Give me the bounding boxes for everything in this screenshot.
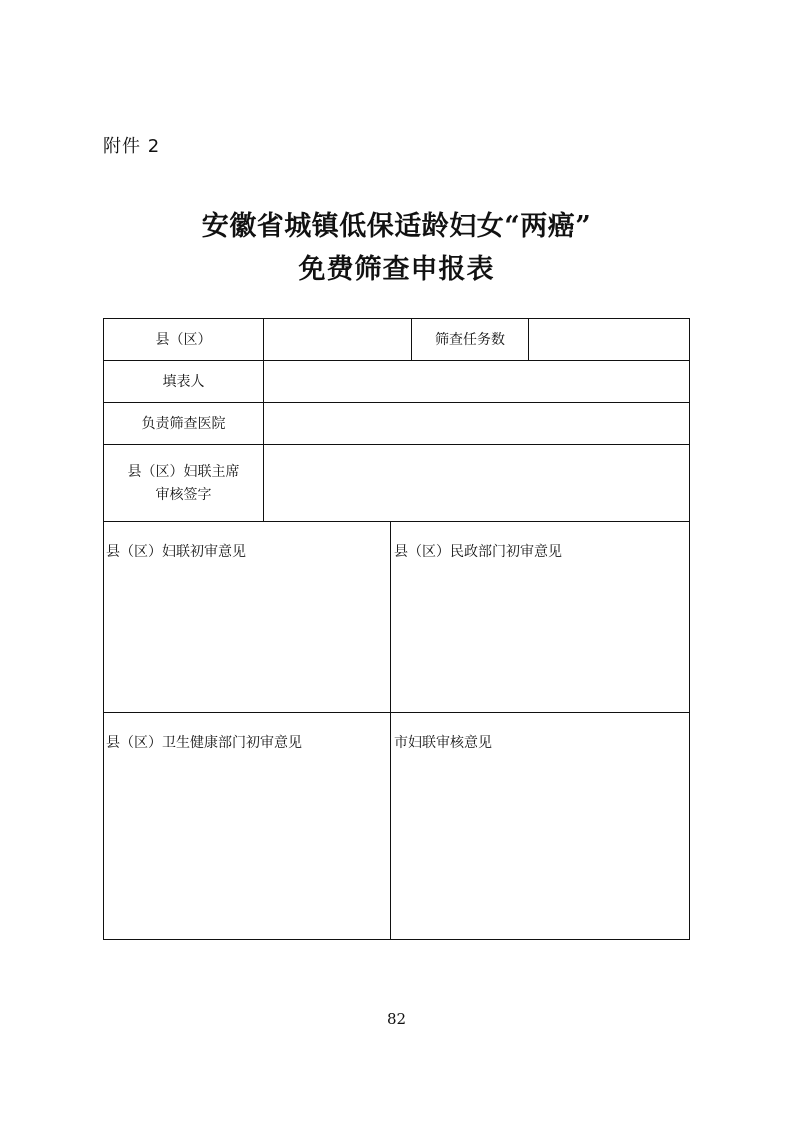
page-number: 82 <box>386 1010 407 1028</box>
civil-affairs-opinion-label: 县（区）民政部门初审意见 <box>394 544 562 560</box>
signature-label-line1: 县（区）妇联主席 <box>127 464 240 480</box>
form-title-line1: 安徽省城镇低保适龄妇女“两癌” <box>201 211 592 242</box>
row-divider <box>104 360 689 361</box>
column-divider <box>263 319 264 522</box>
city-womens-federation-opinion-label: 市妇联审核意见 <box>394 735 492 751</box>
attachment-label: 附件 2 <box>103 136 161 157</box>
task-count-label: 筛查任务数 <box>435 332 505 348</box>
filler-label: 填表人 <box>162 374 205 390</box>
row-divider <box>104 521 689 522</box>
application-form-table <box>103 318 690 940</box>
health-department-opinion-label: 县（区）卫生健康部门初审意见 <box>106 735 302 751</box>
column-divider <box>390 521 391 939</box>
column-divider <box>528 319 529 361</box>
row-divider <box>104 402 689 403</box>
row-divider <box>104 712 689 713</box>
signature-label-line2: 审核签字 <box>155 487 212 503</box>
county-label: 县（区） <box>155 332 212 348</box>
form-title-line2: 免费筛查申报表 <box>298 254 495 285</box>
womens-federation-opinion-label: 县（区）妇联初审意见 <box>106 544 246 560</box>
row-divider <box>104 444 689 445</box>
hospital-label: 负责筛查医院 <box>141 416 226 432</box>
